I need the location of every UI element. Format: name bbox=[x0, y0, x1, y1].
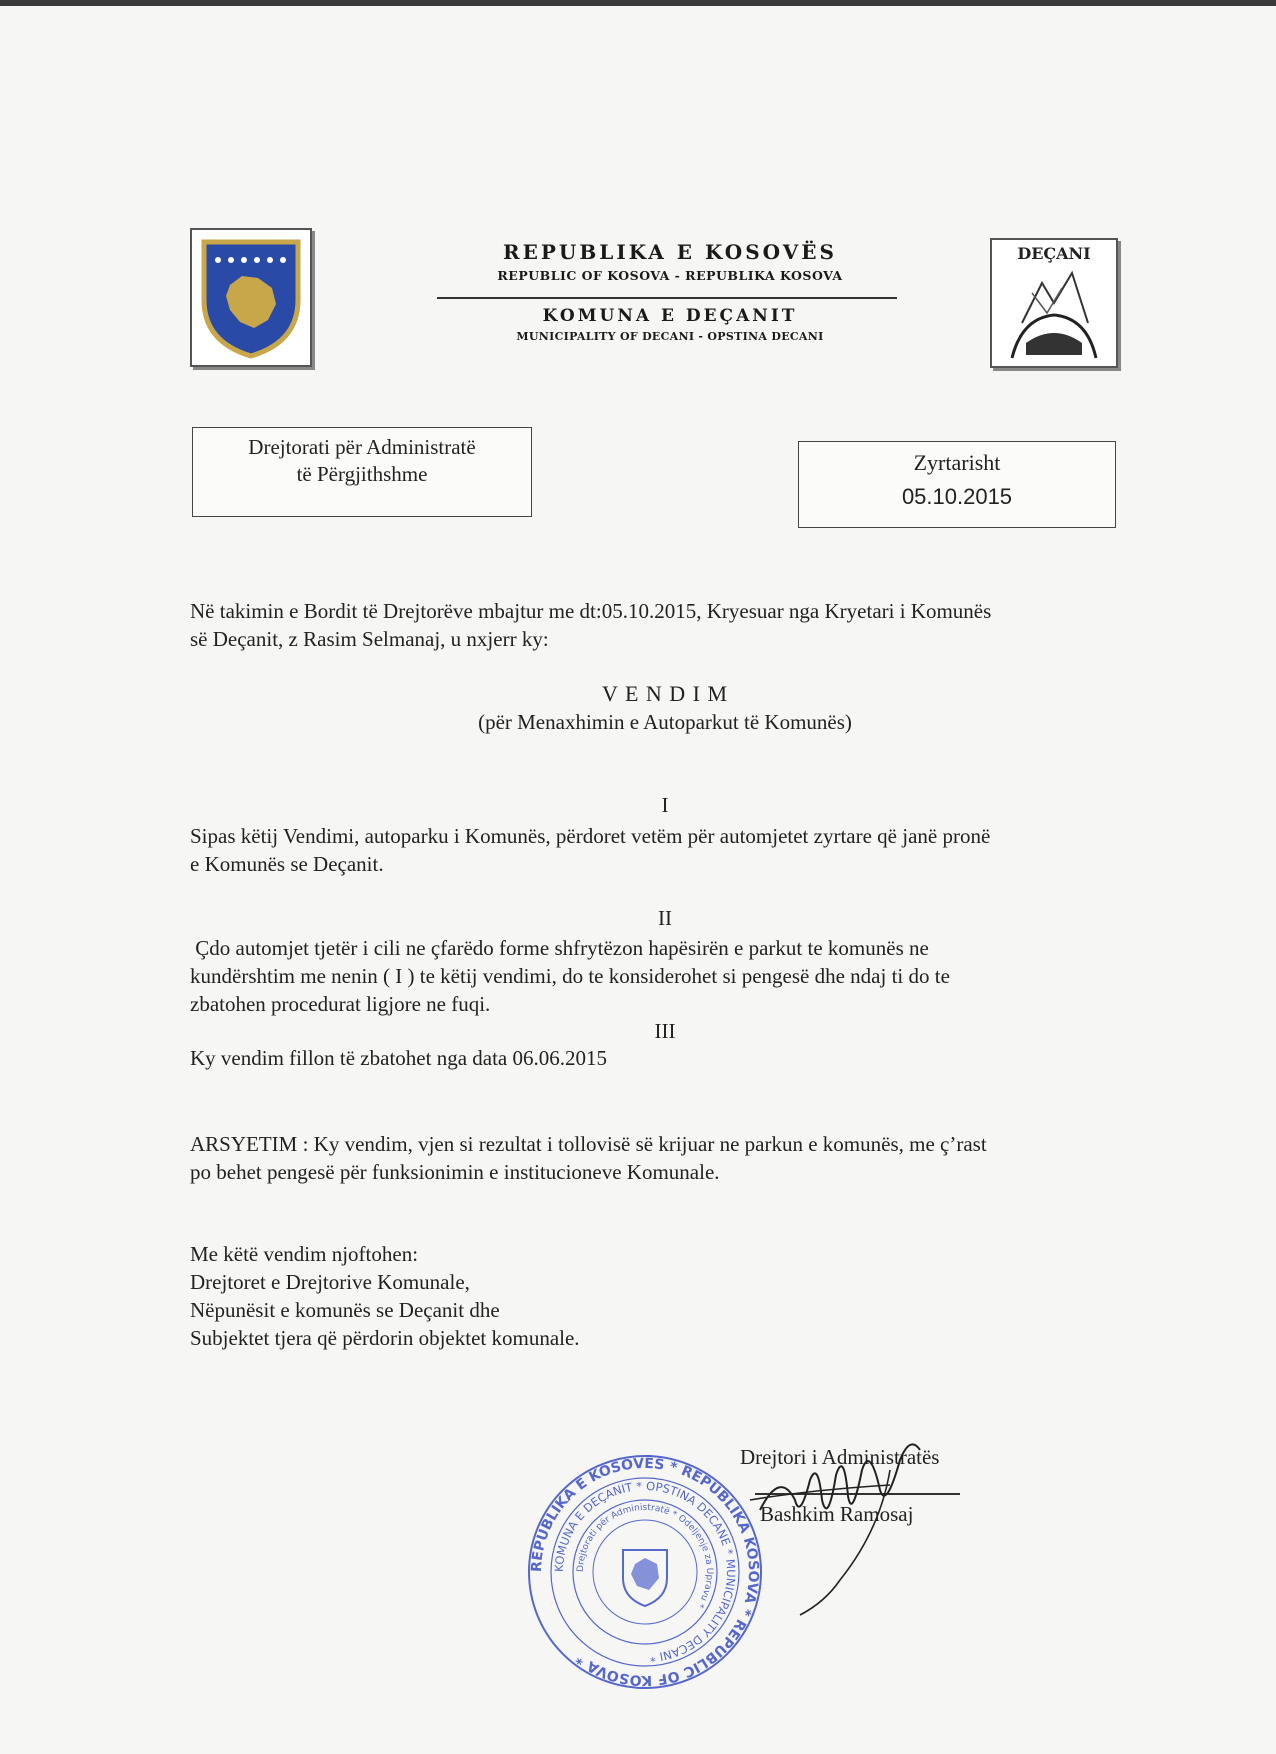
department-box bbox=[192, 427, 532, 517]
article-number: I bbox=[661, 793, 669, 817]
decani-logo bbox=[990, 238, 1118, 368]
article-line: Çdo automjet tjetër i cili ne çfarëdo forme shfrytëzon hapësirën e parkut te komunës ne bbox=[190, 936, 929, 960]
signatory-title: Drejtori i Administratës bbox=[740, 1445, 940, 1469]
header-municipality-translations: MUNICIPALITY OF DECANI - OPSTINA DECANI bbox=[516, 330, 824, 343]
notify-heading: Me këtë vendim njoftohen: bbox=[190, 1242, 419, 1266]
header-country: REPUBLIKA E KOSOVËS bbox=[503, 240, 837, 264]
intro-line-2: së Deçanit, z Rasim Selmanaj, u nxjerr ky: bbox=[190, 627, 549, 651]
decani-logo-text: DEÇANI bbox=[1017, 244, 1091, 263]
stamp-map-icon bbox=[631, 1558, 659, 1590]
reasoning-line-1: ARSYETIM : Ky vendim, vjen si rezultat i tollovisë së krijuar ne parkun e komunës, me ç’rast bbox=[190, 1132, 987, 1156]
stamp-outer-text: REPUBLIKA E KOSOVËS * REPUBLIKA KOSOVA * REPUBLIC OF KOSOVA * bbox=[528, 1455, 762, 1689]
stamp-inner-text: KOMUNA E DEÇANIT * OPSTINA DECANE * MUNICIPALITY DECANI * bbox=[551, 1478, 739, 1665]
article-line: zbatohen procedurat ligjore ne fuqi. bbox=[190, 992, 491, 1016]
article-line: Sipas këtij Vendimi, autoparku i Komunës, përdoret vetëm për automjetet zyrtare që janë pronë bbox=[190, 824, 991, 848]
department-line-1: Drejtorati për Administratë bbox=[248, 435, 476, 459]
article-number: III bbox=[654, 1019, 676, 1043]
article-line: Ky vendim fillon të zbatohet nga data 06.06.2015 bbox=[190, 1046, 607, 1070]
notify-item: Drejtoret e Drejtorive Komunale, bbox=[190, 1270, 470, 1294]
decani-emblem-icon bbox=[992, 263, 1116, 363]
decision-title: V E N D I M bbox=[601, 681, 729, 706]
kosovo-emblem bbox=[190, 228, 312, 367]
stamp-core-text: Drejtorati për Administratë * Odeljenje za Upravu * bbox=[575, 1502, 715, 1610]
header-divider bbox=[437, 297, 897, 299]
decision-subtitle: (për Menaxhimin e Autoparkut të Komunës) bbox=[478, 710, 852, 734]
signatory-name: Bashkim Ramosaj bbox=[760, 1502, 914, 1526]
article-line: kundërshtim me nenin ( I ) te këtij vendimi, do te konsiderohet si pengesë dhe ndaj ti do te bbox=[190, 964, 950, 988]
scan-top-edge bbox=[0, 0, 1276, 6]
reasoning-line-2: po behet pengesë për funksionimin e institucioneve Komunale. bbox=[190, 1160, 720, 1184]
notify-item: Subjektet tjera që përdorin objektet komunale. bbox=[190, 1326, 580, 1350]
intro-line-1: Në takimin e Bordit të Drejtorëve mbajtur me dt:05.10.2015, Kryesuar nga Kryetari i Komunës bbox=[190, 599, 992, 623]
header-country-translations: REPUBLIC OF KOSOVA - REPUBLIKA KOSOVA bbox=[497, 268, 843, 283]
handwritten-signature bbox=[740, 1430, 980, 1620]
notify-item: Nëpunësit e komunës se Deçanit dhe bbox=[190, 1298, 500, 1322]
official-stamp bbox=[525, 1452, 765, 1692]
official-box bbox=[798, 441, 1116, 528]
article-line: e Komunës se Deçanit. bbox=[190, 852, 384, 876]
header-municipality: KOMUNA E DEÇANIT bbox=[542, 306, 798, 326]
official-date: 05.10.2015 bbox=[901, 484, 1013, 509]
department-line-2: të Përgjithshme bbox=[296, 462, 428, 486]
official-label: Zyrtarisht bbox=[913, 450, 1001, 475]
coat-of-arms-icon bbox=[192, 230, 310, 365]
article-number: II bbox=[658, 906, 672, 930]
